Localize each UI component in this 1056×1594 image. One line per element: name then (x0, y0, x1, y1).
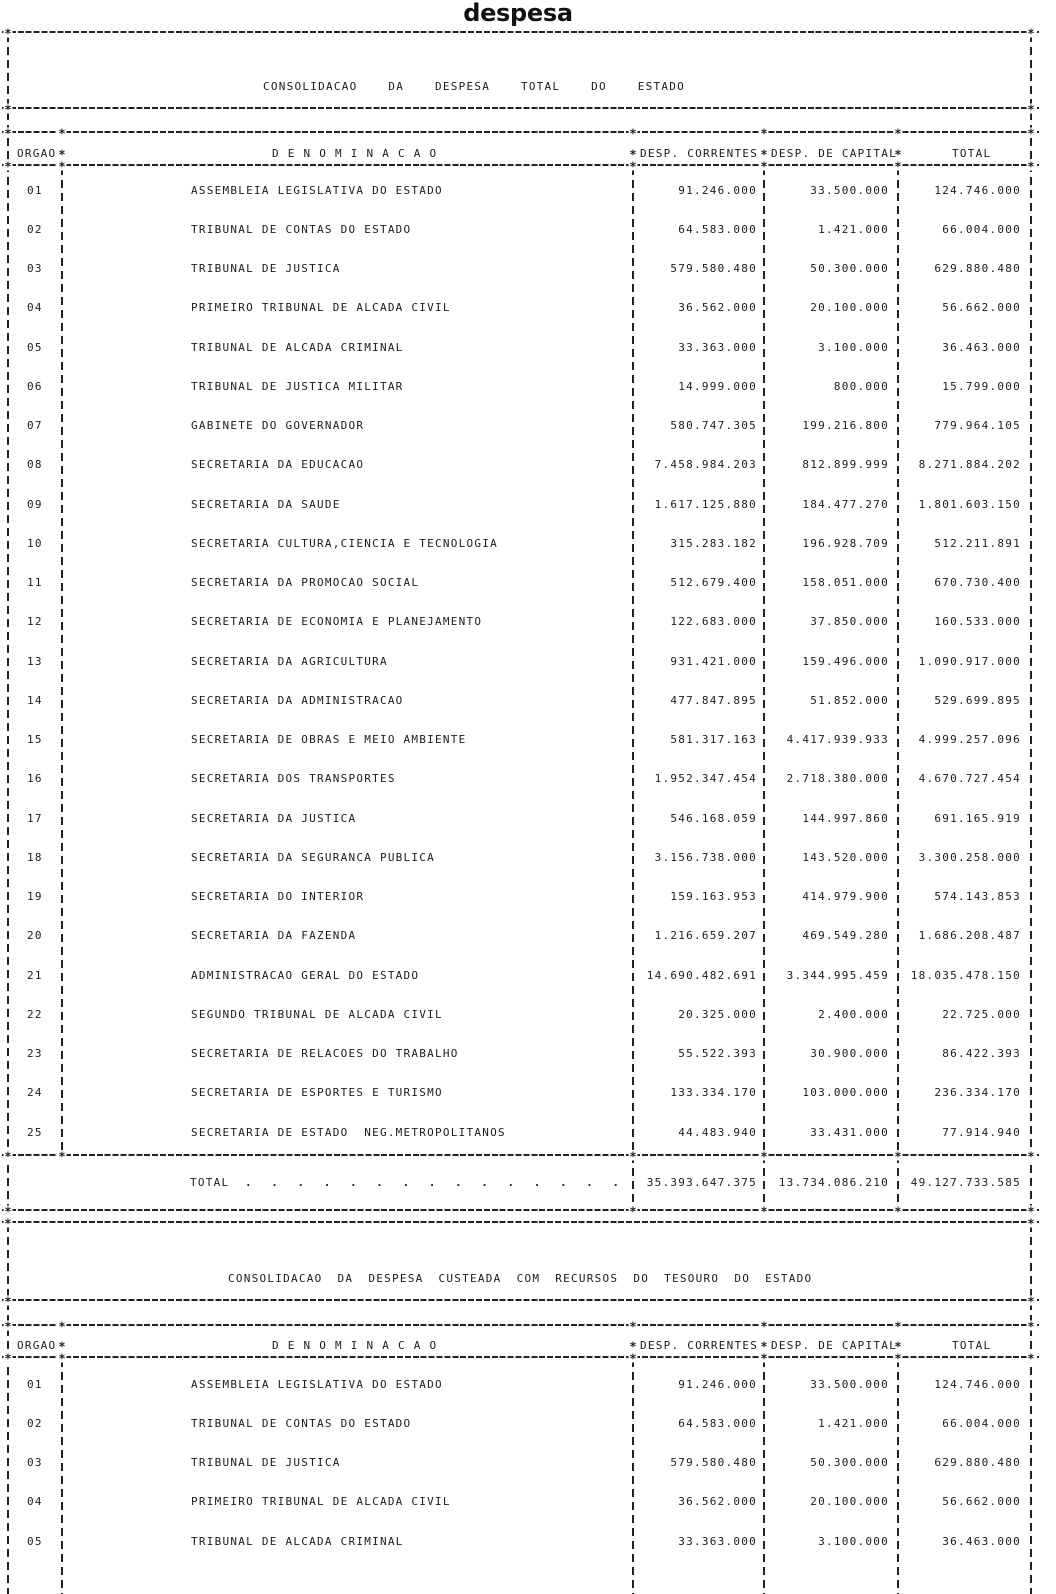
table-row (0, 288, 1056, 327)
header-total: TOTAL (952, 1338, 992, 1352)
orgao-code: 05 (27, 340, 43, 354)
border-junction (894, 161, 903, 171)
border-junction (629, 128, 638, 138)
desp-capital-cell: 103.000.000 (802, 1086, 889, 1100)
border-junction (4, 1206, 13, 1216)
orgao-code: 06 (27, 379, 43, 393)
total-cell: 629.880.480 (934, 262, 1021, 275)
total-cell: 22.725.000 (942, 1007, 1021, 1021)
orgao-code: 11 (27, 576, 43, 589)
total-cell: 56.662.000 (942, 1495, 1021, 1509)
desp-capital-cell: 414.979.900 (802, 890, 889, 903)
total-row (0, 1176, 1056, 1189)
total-cell: 4.999.257.096 (918, 733, 1021, 746)
desp-correntes-cell: 44.483.940 (678, 1125, 757, 1139)
orgao-code: 12 (27, 615, 43, 629)
denominacao-cell: ASSEMBLEIA LEGISLATIVA DO ESTADO (191, 1377, 443, 1391)
desp-capital-cell: 800.000 (833, 379, 889, 393)
desp-capital-cell: 3.100.000 (818, 340, 889, 354)
total-cell: 512.211.891 (934, 536, 1021, 550)
desp-capital-cell: 184.477.270 (802, 497, 889, 511)
table-row (0, 563, 1056, 602)
border-junction (1027, 1353, 1036, 1363)
total-cell: 574.143.853 (934, 890, 1021, 903)
border-junction (58, 161, 67, 171)
orgao-code: 03 (27, 262, 43, 275)
border-junction (1027, 128, 1036, 138)
total-cell: 36.463.000 (942, 340, 1021, 354)
table-row (0, 328, 1056, 367)
denominacao-cell: ASSEMBLEIA LEGISLATIVA DO ESTADO (191, 183, 443, 197)
total-cell: 15.799.000 (942, 379, 1021, 393)
border-junction (58, 149, 67, 159)
desp-correntes-cell: 64.583.000 (678, 222, 757, 236)
desp-correntes-cell: 931.421.000 (670, 654, 757, 668)
denominacao-cell: TRIBUNAL DE CONTAS DO ESTADO (191, 222, 412, 236)
border-junction (4, 1151, 13, 1161)
desp-capital-cell: 33.500.000 (810, 183, 889, 197)
denominacao-cell: SECRETARIA DA EDUCACAO (191, 458, 365, 472)
denominacao-cell: GABINETE DO GOVERNADOR (191, 419, 365, 432)
orgao-code: 21 (27, 968, 43, 982)
total-desp-capital: 13.734.086.210 (778, 1175, 889, 1189)
border-junction (4, 1218, 13, 1228)
header-desp-capital: DESP. DE CAPITAL (771, 146, 897, 160)
total-cell: 1.686.208.487 (918, 929, 1021, 943)
header-desp-correntes: DESP. CORRENTES (640, 1338, 759, 1352)
denominacao-cell: PRIMEIRO TRIBUNAL DE ALCADA CIVIL (191, 301, 451, 315)
header-denominacao: D E N O M I N A C A O (272, 1338, 438, 1352)
table-row (0, 1113, 1056, 1152)
orgao-code: 05 (27, 1534, 43, 1548)
border-junction (629, 1353, 638, 1363)
desp-correntes-cell: 580.747.305 (670, 419, 757, 432)
denominacao-cell: SECRETARIA DA JUSTICA (191, 811, 357, 825)
denominacao-cell: SECRETARIA DA AGRICULTURA (191, 654, 388, 668)
desp-capital-cell: 20.100.000 (810, 1495, 889, 1509)
desp-capital-cell: 143.520.000 (802, 850, 889, 864)
total-cell: 4.670.727.454 (918, 772, 1021, 786)
desp-correntes-cell: 14.690.482.691 (646, 968, 757, 982)
table-row (0, 445, 1056, 484)
orgao-code: 04 (27, 301, 43, 315)
table-row (0, 642, 1056, 681)
desp-correntes-cell: 36.562.000 (678, 301, 757, 315)
denominacao-cell: SECRETARIA DE ESPORTES E TURISMO (191, 1086, 443, 1100)
denominacao-cell: TRIBUNAL DE JUSTICA MILITAR (191, 379, 404, 393)
dashed-rule (2, 31, 1039, 33)
desp-correntes-cell: 159.163.953 (670, 890, 757, 903)
desp-correntes-cell: 1.952.347.454 (654, 772, 757, 786)
denominacao-cell: SEGUNDO TRIBUNAL DE ALCADA CIVIL (191, 1007, 443, 1021)
border-junction (760, 161, 769, 171)
total-dot-leader: . . . . . . . . . . . . . . . (245, 1175, 621, 1189)
denominacao-cell: SECRETARIA DE ECONOMIA E PLANEJAMENTO (191, 615, 483, 629)
orgao-code: 18 (27, 850, 43, 864)
border-junction (1027, 104, 1036, 114)
denominacao-cell: ADMINISTRACAO GERAL DO ESTADO (191, 968, 420, 982)
dashed-rule (2, 164, 1039, 166)
header-orgao: ORGAO (17, 1338, 57, 1352)
desp-correntes-cell: 20.325.000 (678, 1007, 757, 1021)
total-cell: 691.165.919 (934, 811, 1021, 825)
border-junction (4, 161, 13, 171)
total-cell: 1.090.917.000 (918, 654, 1021, 668)
orgao-code: 13 (27, 654, 43, 668)
border-junction (629, 1321, 638, 1331)
border-junction (894, 1321, 903, 1331)
border-junction (58, 1341, 67, 1351)
border-junction (58, 1151, 67, 1161)
desp-correntes-cell: 546.168.059 (670, 811, 757, 825)
desp-correntes-cell: 3.156.738.000 (654, 850, 757, 864)
table-row (0, 1443, 1056, 1482)
denominacao-cell: TRIBUNAL DE ALCADA CRIMINAL (191, 1534, 404, 1548)
total-cell: 36.463.000 (942, 1534, 1021, 1548)
desp-capital-cell: 50.300.000 (810, 1456, 889, 1469)
table-row (0, 1073, 1056, 1112)
border-junction (4, 128, 13, 138)
table-row (0, 720, 1056, 759)
border-junction (1027, 161, 1036, 171)
desp-capital-cell: 812.899.999 (802, 458, 889, 472)
desp-correntes-cell: 91.246.000 (678, 1377, 757, 1391)
desp-correntes-cell: 579.580.480 (670, 1456, 757, 1469)
orgao-code: 04 (27, 1495, 43, 1509)
table-row (0, 171, 1056, 210)
header-total: TOTAL (952, 146, 992, 160)
orgao-code: 02 (27, 1416, 43, 1430)
border-junction (629, 1206, 638, 1216)
border-junction (894, 1151, 903, 1161)
border-junction (760, 1151, 769, 1161)
total-label: TOTAL (190, 1175, 230, 1189)
table-row (0, 210, 1056, 249)
table-row (0, 367, 1056, 406)
desp-capital-cell: 1.421.000 (818, 222, 889, 236)
denominacao-cell: SECRETARIA DA SAUDE (191, 497, 341, 511)
total-cell: 629.880.480 (934, 1456, 1021, 1469)
denominacao-cell: SECRETARIA DOS TRANSPORTES (191, 772, 396, 786)
total-cell: 18.035.478.150 (910, 968, 1021, 982)
desp-correntes-cell: 33.363.000 (678, 340, 757, 354)
table-row (0, 877, 1056, 916)
orgao-code: 14 (27, 693, 43, 707)
border-junction (1027, 1206, 1036, 1216)
desp-correntes-cell: 122.683.000 (670, 615, 757, 629)
total-cell: 529.699.895 (934, 693, 1021, 707)
desp-capital-cell: 51.852.000 (810, 693, 889, 707)
border-junction (760, 1353, 769, 1363)
border-junction (629, 1341, 638, 1351)
total-cell: 3.300.258.000 (918, 850, 1021, 864)
desp-correntes-cell: 14.999.000 (678, 379, 757, 393)
denominacao-cell: SECRETARIA CULTURA,CIENCIA E TECNOLOGIA (191, 536, 499, 550)
table-row (0, 1034, 1056, 1073)
table-row (0, 1482, 1056, 1521)
table-row (0, 249, 1056, 288)
table-row (0, 1404, 1056, 1443)
orgao-code: 15 (27, 733, 43, 746)
border-junction (629, 1151, 638, 1161)
desp-capital-cell: 469.549.280 (802, 929, 889, 943)
desp-capital-cell: 144.997.860 (802, 811, 889, 825)
desp-correntes-cell: 64.583.000 (678, 1416, 757, 1430)
desp-capital-cell: 1.421.000 (818, 1416, 889, 1430)
desp-correntes-cell: 315.283.182 (670, 536, 757, 550)
border-junction (894, 1353, 903, 1363)
header-orgao: ORGAO (17, 146, 57, 160)
desp-correntes-cell: 579.580.480 (670, 262, 757, 275)
border-junction (1027, 1321, 1036, 1331)
desp-capital-cell: 33.431.000 (810, 1125, 889, 1139)
desp-correntes-cell: 33.363.000 (678, 1534, 757, 1548)
header-denominacao: D E N O M I N A C A O (272, 146, 438, 160)
denominacao-cell: SECRETARIA DA FAZENDA (191, 929, 357, 943)
border-junction (760, 1321, 769, 1331)
desp-capital-cell: 20.100.000 (810, 301, 889, 315)
border-junction (4, 1321, 13, 1331)
header-desp-capital: DESP. DE CAPITAL (771, 1338, 897, 1352)
dashed-rule (2, 107, 1039, 109)
table-row (0, 681, 1056, 720)
table-row (0, 406, 1056, 445)
section-title: CONSOLIDACAO DA DESPESA CUSTEADA COM RECURSOS DO TESOURO DO ESTADO (228, 1271, 813, 1285)
denominacao-cell: SECRETARIA DE ESTADO NEG.METROPOLITANOS (191, 1125, 506, 1139)
desp-capital-cell: 4.417.939.933 (786, 733, 889, 746)
orgao-code: 08 (27, 458, 43, 472)
orgao-code: 22 (27, 1007, 43, 1021)
table-row (0, 1365, 1056, 1404)
section-title: CONSOLIDACAO DA DESPESA TOTAL DO ESTADO (263, 79, 686, 93)
orgao-code: 10 (27, 536, 43, 550)
border-junction (58, 1321, 67, 1331)
denominacao-cell: SECRETARIA DA SEGURANCA PUBLICA (191, 850, 436, 864)
total-cell: 236.334.170 (934, 1086, 1021, 1100)
table-row (0, 916, 1056, 955)
desp-capital-cell: 3.344.995.459 (786, 968, 889, 982)
desp-capital-cell: 159.496.000 (802, 654, 889, 668)
desp-correntes-cell: 477.847.895 (670, 693, 757, 707)
orgao-code: 09 (27, 497, 43, 511)
desp-capital-cell: 196.928.709 (802, 536, 889, 550)
denominacao-cell: TRIBUNAL DE CONTAS DO ESTADO (191, 1416, 412, 1430)
border-junction (629, 161, 638, 171)
desp-capital-cell: 37.850.000 (810, 615, 889, 629)
desp-capital-cell: 3.100.000 (818, 1534, 889, 1548)
border-junction (1027, 1151, 1036, 1161)
border-junction (1027, 1218, 1036, 1228)
table-row (0, 838, 1056, 877)
dashed-rule (2, 1356, 1039, 1358)
orgao-code: 20 (27, 929, 43, 943)
denominacao-cell: SECRETARIA DE OBRAS E MEIO AMBIENTE (191, 733, 467, 746)
total-cell: 66.004.000 (942, 1416, 1021, 1430)
total-cell: 66.004.000 (942, 222, 1021, 236)
dashed-rule (2, 1209, 1039, 1211)
border-junction (760, 1341, 769, 1351)
dashed-rule (2, 1299, 1039, 1301)
denominacao-cell: SECRETARIA DO INTERIOR (191, 890, 365, 903)
desp-correntes-cell: 55.522.393 (678, 1047, 757, 1060)
table-row (0, 759, 1056, 798)
dashed-rule (2, 1154, 1039, 1156)
border-junction (4, 1296, 13, 1306)
border-junction (1027, 1296, 1036, 1306)
border-junction (4, 104, 13, 114)
orgao-code: 24 (27, 1086, 43, 1100)
denominacao-cell: SECRETARIA DA ADMINISTRACAO (191, 693, 404, 707)
desp-correntes-cell: 7.458.984.203 (654, 458, 757, 472)
orgao-code: 01 (27, 183, 43, 197)
total-cell: 77.914.940 (942, 1125, 1021, 1139)
denominacao-cell: SECRETARIA DA PROMOCAO SOCIAL (191, 576, 420, 589)
orgao-code: 23 (27, 1047, 43, 1060)
border-junction (629, 149, 638, 159)
orgao-code: 07 (27, 419, 43, 432)
total-cell: 779.964.105 (934, 419, 1021, 432)
denominacao-cell: TRIBUNAL DE ALCADA CRIMINAL (191, 340, 404, 354)
orgao-code: 19 (27, 890, 43, 903)
desp-capital-cell: 50.300.000 (810, 262, 889, 275)
header-desp-correntes: DESP. CORRENTES (640, 146, 759, 160)
desp-capital-cell: 2.718.380.000 (786, 772, 889, 786)
border-junction (760, 149, 769, 159)
desp-correntes-cell: 1.216.659.207 (654, 929, 757, 943)
table-row (0, 995, 1056, 1034)
desp-correntes-cell: 91.246.000 (678, 183, 757, 197)
border-junction (58, 1353, 67, 1363)
denominacao-cell: TRIBUNAL DE JUSTICA (191, 262, 341, 275)
total-desp-correntes: 35.393.647.375 (646, 1175, 757, 1189)
total-cell: 56.662.000 (942, 301, 1021, 315)
dashed-rule (2, 131, 1039, 133)
desp-correntes-cell: 512.679.400 (670, 576, 757, 589)
table-row (0, 799, 1056, 838)
desp-correntes-cell: 133.334.170 (670, 1086, 757, 1100)
orgao-code: 16 (27, 772, 43, 786)
desp-capital-cell: 199.216.800 (802, 419, 889, 432)
total-cell: 1.801.603.150 (918, 497, 1021, 511)
orgao-code: 25 (27, 1125, 43, 1139)
total-cell: 670.730.400 (934, 576, 1021, 589)
border-junction (1027, 28, 1036, 38)
total-cell: 124.746.000 (934, 183, 1021, 197)
denominacao-cell: PRIMEIRO TRIBUNAL DE ALCADA CIVIL (191, 1495, 451, 1509)
border-junction (4, 1353, 13, 1363)
border-junction (58, 128, 67, 138)
orgao-code: 01 (27, 1377, 43, 1391)
denominacao-cell: SECRETARIA DE RELACOES DO TRABALHO (191, 1047, 459, 1060)
total-geral: 49.127.733.585 (910, 1175, 1021, 1189)
table-row (0, 1522, 1056, 1561)
table-row (0, 956, 1056, 995)
total-cell: 86.422.393 (942, 1047, 1021, 1060)
desp-correntes-cell: 1.617.125.880 (654, 497, 757, 511)
orgao-code: 17 (27, 811, 43, 825)
total-cell: 124.746.000 (934, 1377, 1021, 1391)
table-row (0, 602, 1056, 641)
border-junction (894, 1206, 903, 1216)
border-junction (4, 28, 13, 38)
border-junction (894, 128, 903, 138)
orgao-code: 03 (27, 1456, 43, 1469)
desp-capital-cell: 2.400.000 (818, 1007, 889, 1021)
dashed-rule (2, 1221, 1039, 1223)
table-row (0, 524, 1056, 563)
orgao-code: 02 (27, 222, 43, 236)
desp-capital-cell: 33.500.000 (810, 1377, 889, 1391)
table-row (0, 485, 1056, 524)
border-junction (760, 1206, 769, 1216)
border-junction (760, 128, 769, 138)
desp-correntes-cell: 36.562.000 (678, 1495, 757, 1509)
total-cell: 160.533.000 (934, 615, 1021, 629)
dashed-rule (2, 1324, 1039, 1326)
denominacao-cell: TRIBUNAL DE JUSTICA (191, 1456, 341, 1469)
page-title: despesa (463, 0, 573, 27)
desp-capital-cell: 158.051.000 (802, 576, 889, 589)
total-cell: 8.271.884.202 (918, 458, 1021, 472)
desp-correntes-cell: 581.317.163 (670, 733, 757, 746)
desp-capital-cell: 30.900.000 (810, 1047, 889, 1060)
